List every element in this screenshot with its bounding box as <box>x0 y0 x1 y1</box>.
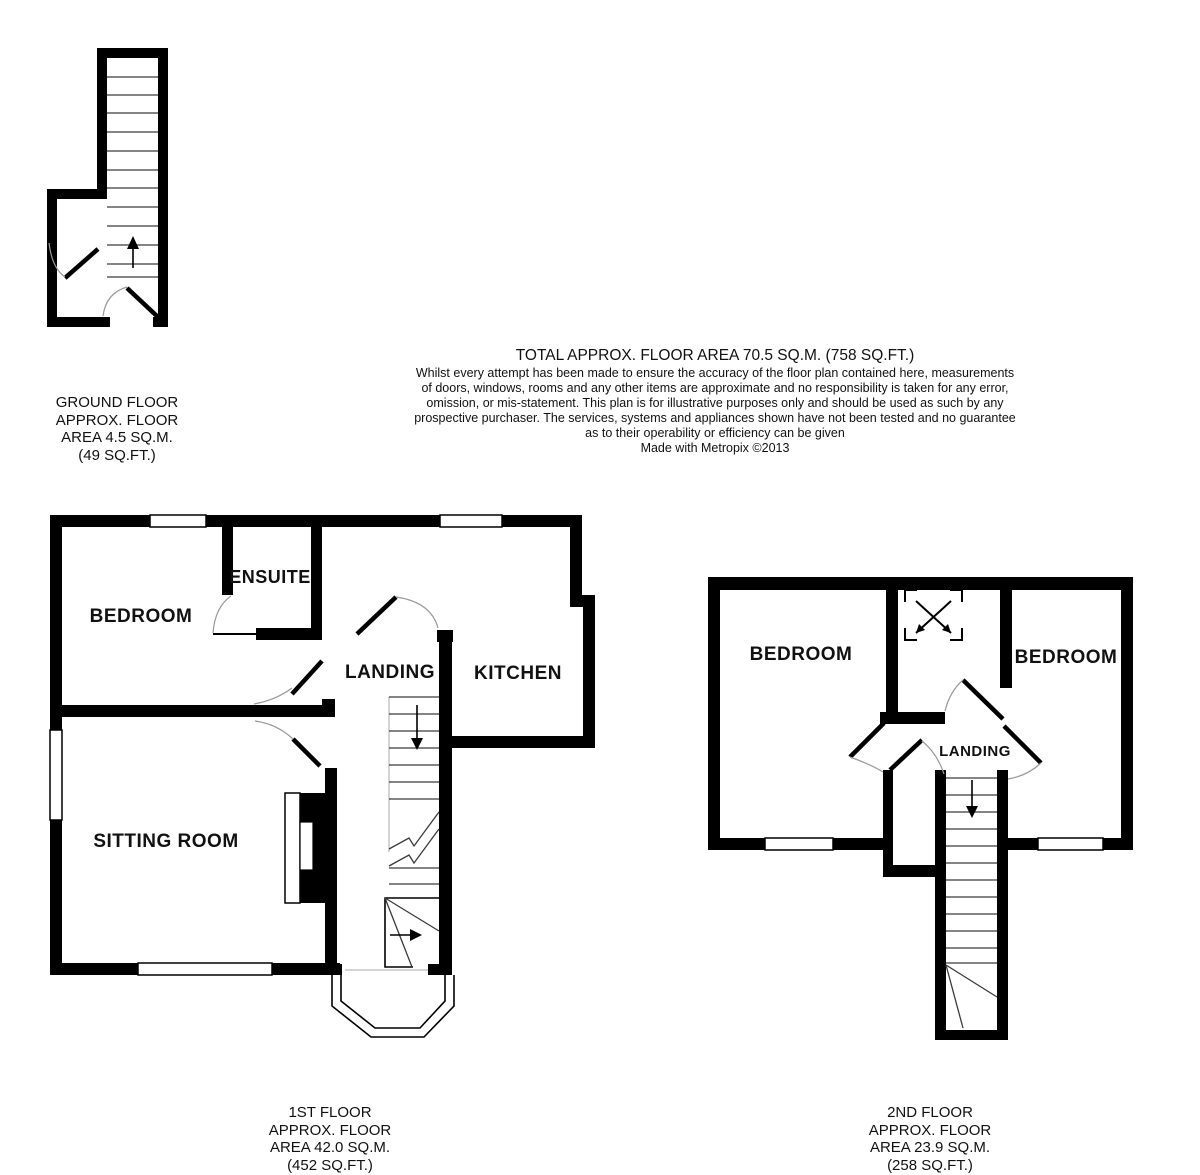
second-floor-area-label: 2ND FLOOR APPROX. FLOOR AREA 23.9 SQ.M. (258 SQ.FT.) <box>868 1104 992 1174</box>
room-label-ensuite: ENSUITE <box>229 567 311 587</box>
room-label-bedroom-right: BEDROOM <box>1014 647 1118 668</box>
room-label-landing-2nd: LANDING <box>939 743 1011 760</box>
title-block <box>365 346 1065 456</box>
hatch-x-symbol <box>905 590 962 640</box>
disclaimer-line: Whilst every attempt has been made to ensure the accuracy of the floor plan contained here, measurements <box>415 366 1015 380</box>
window <box>1038 838 1103 850</box>
window <box>765 838 833 850</box>
disclaimer-line: prospective purchaser. The services, systems and appliances shown have not been tested and no guarantee <box>414 411 1016 425</box>
ground-stairs <box>107 77 158 277</box>
first-floor-area-label: 1ST FLOOR APPROX. FLOOR AREA 42.0 SQ.M. (452 SQ.FT.) <box>268 1104 392 1174</box>
room-label-bedroom-left: BEDROOM <box>749 644 853 665</box>
stair-break-line <box>389 812 439 849</box>
disclaimer-line: as to their operability or efficiency can be given <box>585 426 845 440</box>
bay-window <box>330 964 454 1037</box>
window <box>138 963 272 975</box>
second-floor-doors <box>850 680 1041 779</box>
room-label-bedroom: BEDROOM <box>89 606 193 627</box>
window <box>150 515 206 527</box>
ground-doors <box>49 243 159 318</box>
room-label-landing: LANDING <box>344 662 436 683</box>
total-area-title: TOTAL APPROX. FLOOR AREA 70.5 SQ.M. (758 SQ.FT.) <box>515 347 915 364</box>
window <box>50 730 62 820</box>
fireplace <box>285 793 326 903</box>
ground-floor-plan <box>47 48 168 327</box>
second-floor-stairs <box>946 778 997 1028</box>
room-label-sitting-room: SITTING ROOM <box>93 831 239 852</box>
first-floor-plan <box>50 515 595 1037</box>
ground-floor-area-label: GROUND FLOOR APPROX. FLOOR AREA 4.5 SQ.M. (49 SQ.FT.) <box>55 394 179 464</box>
first-floor-stairs <box>385 697 439 967</box>
disclaimer-line: omission, or mis-statement. This plan is for illustrative purposes only and should be used as such by any <box>426 396 1004 410</box>
metropix-credit: Made with Metropix ©2013 <box>640 441 790 455</box>
disclaimer-line: of doors, windows, rooms and any other items are approximate and no responsibility is taken for any error, <box>421 381 1009 395</box>
stair-break-line <box>389 829 439 866</box>
window <box>440 515 502 527</box>
room-label-kitchen: KITCHEN <box>474 663 562 684</box>
